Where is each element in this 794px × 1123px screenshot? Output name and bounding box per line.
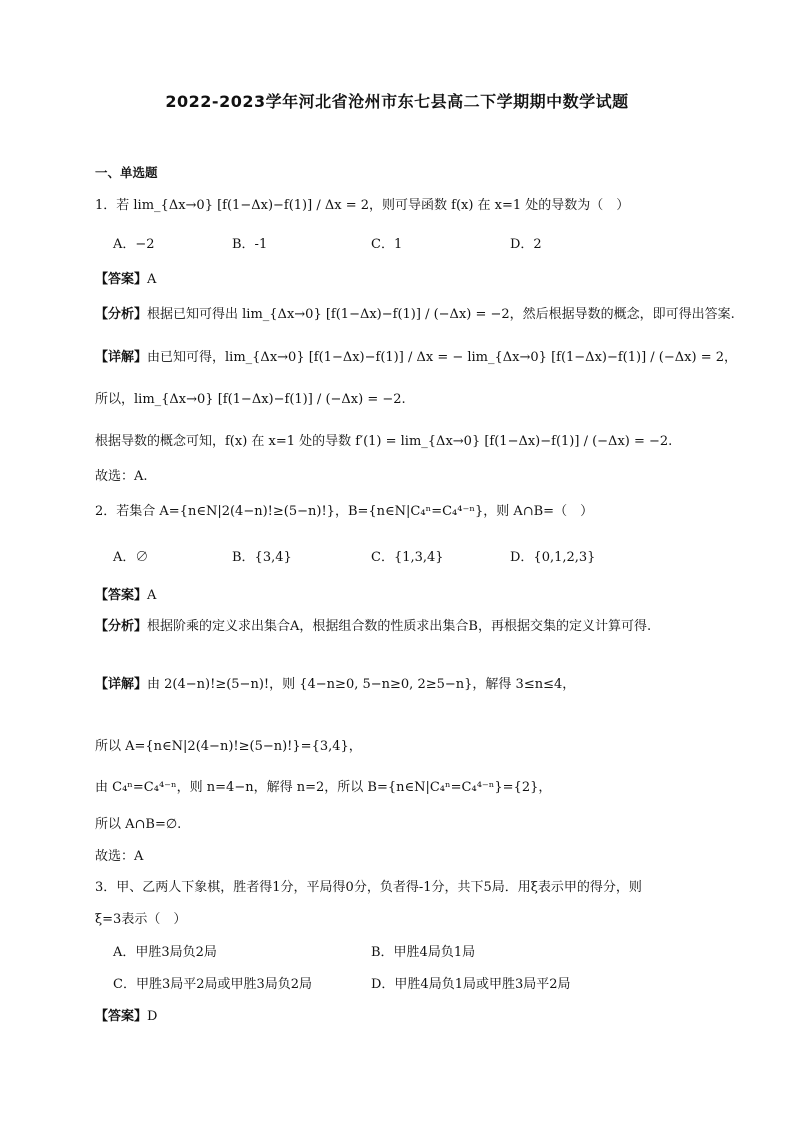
detail-tag: 【详解】 xyxy=(95,350,148,365)
q2-detail-3: 由 C₄ⁿ=C₄⁴⁻ⁿ，则 n=4−n，解得 n=2，所以 B={n∈N|C₄ⁿ=C₄⁴⁻ⁿ}={2}， xyxy=(95,780,552,795)
answer-value: A xyxy=(147,588,157,603)
detail-tag: 【详解】 xyxy=(95,677,148,692)
q3-stem-line-1: 3．甲、乙两人下象棋，胜者得1分，平局得0分，负者得-1分，共下5局．用ξ表示甲的得分，则 xyxy=(95,880,642,895)
q1-choose: 故选：A. xyxy=(95,469,148,484)
document-title: 2022-2023学年河北省沧州市东七县高二下学期期中数学试题 xyxy=(165,92,629,111)
answer-value: A xyxy=(147,272,157,287)
answer-tag: 【答案】 xyxy=(95,1009,148,1024)
q1-option-c: C．1 xyxy=(371,237,403,252)
analysis-tag: 【分析】 xyxy=(95,307,148,322)
q2-answer xyxy=(95,584,156,603)
q1-option-a: A．−2 xyxy=(113,237,155,252)
q1-option-b: B．-1 xyxy=(232,237,268,252)
q2-option-c: C．{1,3,4} xyxy=(371,550,444,565)
q2-detail-2: 所以 A={n∈N|2(4−n)!≥(5−n)!}={3,4}， xyxy=(95,739,362,754)
answer-tag: 【答案】 xyxy=(95,272,148,287)
q1-detail-2: 所以，lim_{Δx→0} [f(1−Δx)−f(1)] / (−Δx) = −2. xyxy=(95,392,406,407)
answer-tag: 【答案】 xyxy=(95,588,148,603)
q1-detail-1 xyxy=(95,346,737,365)
q3-stem-line-2: ξ=3表示（ ） xyxy=(95,912,187,927)
q2-analysis xyxy=(95,615,651,634)
q1-answer xyxy=(95,268,156,287)
q2-option-d: D．{0,1,2,3} xyxy=(510,550,596,565)
answer-value: D xyxy=(147,1009,158,1024)
q3-option-c: C．甲胜3局平2局或甲胜3局负2局 xyxy=(113,977,313,992)
q1-stem: 1．若 lim_{Δx→0} [f(1−Δx)−f(1)] / Δx = 2，则可导函数 f(x) 在 x=1 处的导数为（ ） xyxy=(95,198,630,213)
q1-option-d: D．2 xyxy=(510,237,542,252)
q2-option-b: B．{3,4} xyxy=(232,550,292,565)
q2-option-a: A．∅ xyxy=(113,550,149,565)
q2-choose: 故选：A xyxy=(95,849,144,864)
q2-detail-4: 所以 A∩B=∅. xyxy=(95,817,182,832)
section-heading: 一、单选题 xyxy=(95,165,158,180)
q1-detail-3: 根据导数的概念可知，f(x) 在 x=1 处的导数 f′(1) = lim_{Δx→0} [f(1−Δx)−f(1)] / (−Δx) = −2. xyxy=(95,434,673,449)
analysis-text: 根据已知可得出 lim_{Δx→0} [f(1−Δx)−f(1)] / (−Δx) = −2，然后根据导数的概念，即可得出答案. xyxy=(147,307,735,322)
q3-option-a: A．甲胜3局负2局 xyxy=(113,945,217,960)
analysis-tag: 【分析】 xyxy=(95,619,148,634)
q3-answer xyxy=(95,1005,157,1024)
q3-option-d: D．甲胜4局负1局或甲胜3局平2局 xyxy=(371,977,571,992)
q3-option-b: B．甲胜4局负1局 xyxy=(371,945,476,960)
analysis-text: 根据阶乘的定义求出集合A，根据组合数的性质求出集合B，再根据交集的定义计算可得. xyxy=(147,619,652,634)
q2-stem: 2．若集合 A={n∈N|2(4−n)!≥(5−n)!}，B={n∈N|C₄ⁿ=C₄⁴⁻ⁿ}，则 A∩B=（ ） xyxy=(95,504,594,519)
detail-text: 由已知可得，lim_{Δx→0} [f(1−Δx)−f(1)] / Δx = − lim_{Δx→0} [f(1−Δx)−f(1)] / (−Δx) = 2， xyxy=(147,350,737,365)
detail-text: 由 2(4−n)!≥(5−n)!，则 {4−n≥0, 5−n≥0, 2≥5−n}，解得 3≤n≤4， xyxy=(147,677,576,692)
q2-detail-1 xyxy=(95,673,575,692)
q1-analysis xyxy=(95,303,735,322)
